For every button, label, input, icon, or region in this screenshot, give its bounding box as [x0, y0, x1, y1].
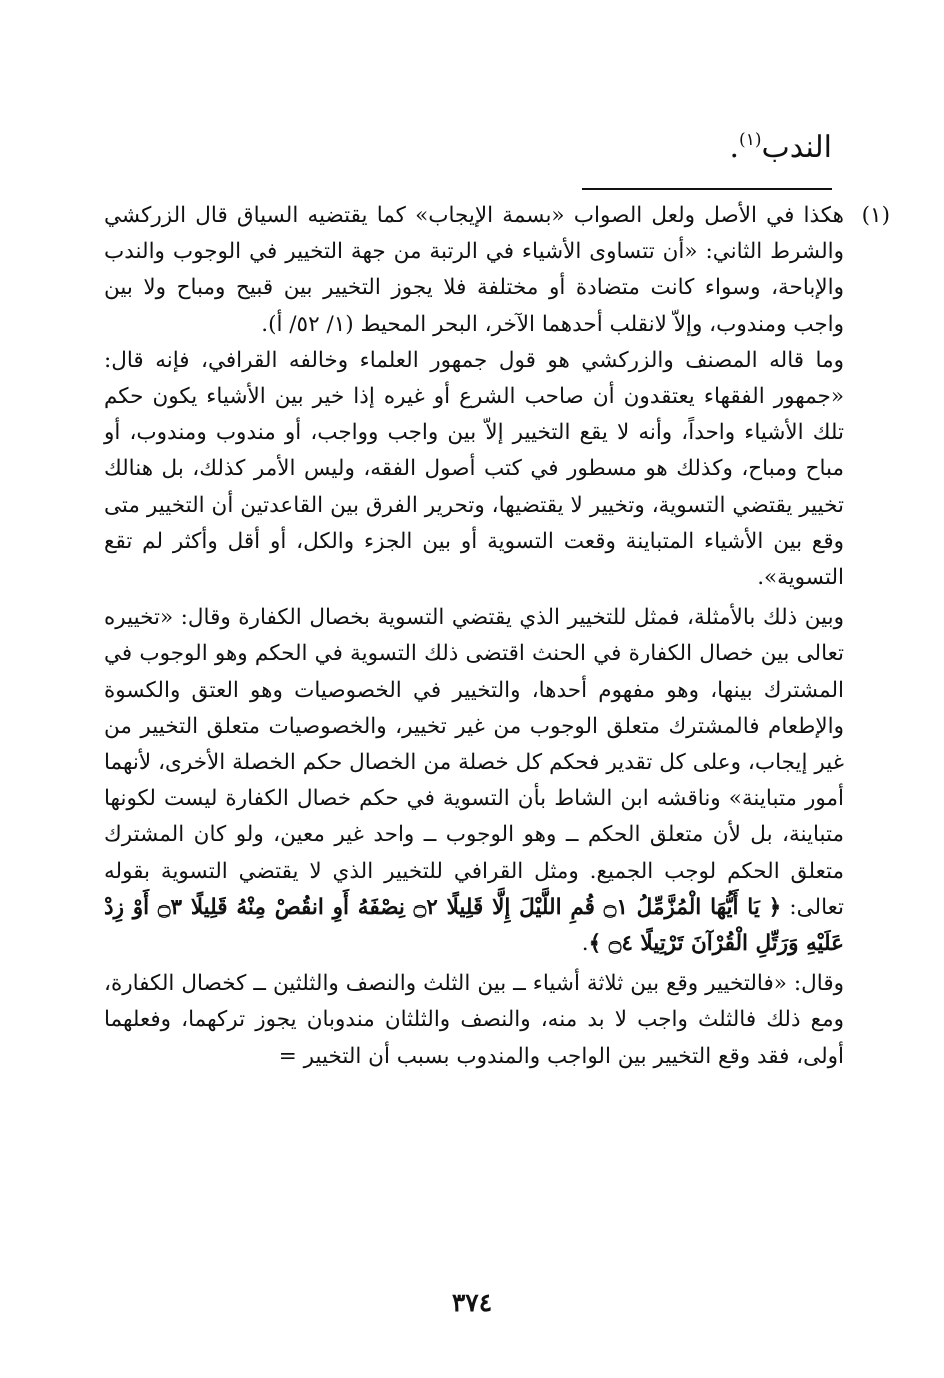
main-text-period: . — [729, 130, 740, 165]
footnote-paragraph-3 — [104, 600, 844, 962]
footnote-paragraph-2: وما قاله المصنف والزركشي هو قول جمهور العلماء وخالفه القرافي، فإنه قال: «جمهور الفقهاء يعتقدون أن صاحب الشرع أو غيره إذا خير بين الأشياء يكون حكم تلك الأشياء واحداً، وأنه لا يقع التخيير إلاّ بين واجب وواجب، أو مندوب ومندوب، أو مباح ومباح، وكذلك هو مسطور في كتب أصول الفقه، وليس الأمر كذلك، بل هنالك تخيير يقتضي التسوية، وتخيير لا يقتضيها، وتحرير الفرق بين القاعدتين أن التخيير متى وقع بين الأشياء المتباينة وقعت التسوية أو بين الجزء والكل، أو أقل وأكثر لم تقع التسوية». — [104, 347, 844, 591]
main-text-line — [730, 112, 833, 176]
verse-end: . — [581, 931, 589, 957]
footnote — [104, 198, 890, 1075]
footnote-reference[interactable]: (١) — [739, 130, 762, 150]
quran-verse: ﴿ يَا أَيُّهَا الْمُزَّمِّلُ ۝١ قُمِ اللَّيْلَ إِلَّا قَلِيلًا ۝٢ نِصْفَهُ أَوِ انقُصْ مِنْهُ قَلِيلًا ۝٣ أَوْ زِدْ عَلَيْهِ وَرَتِّلِ الْقُرْآنَ تَرْتِيلًا ۝٤ ﴾ — [104, 894, 844, 957]
footnote-separator — [582, 188, 832, 190]
footnote-paragraph-3-text: وبين ذلك بالأمثلة، فمثل للتخيير الذي يقتضي التسوية بخصال الكفارة وقال: «تخييره تعالى بين خصال الكفارة في الحنث اقتضى ذلك التسوية في الحكم وهو الوجوب في المشترك بينها، وهو مفهوم أحدها، والتخيير في الخصوصيات وهو العتق والكسوة والإطعام فالمشترك متعلق الوجوب من غير تخيير، والخصوصيات متعلق التخيير من غير إيجاب، وعلى كل تقدير فحكم كل خصلة من الخصال حكم الخصلة الأخرى، لأنهما أمور متباينة» وناقشه ابن الشاط بأن التسوية في حكم خصال الكفارة ليست لكونها متباينة، بل لأن متعلق الحكم ــ وهو الوجوب ــ واحد غير معين، ولو كان المشترك متعلق الحكم لوجب الجميع. ومثل القرافي للتخيير الذي لا يقتضي التسوية بقوله تعالى: — [104, 605, 844, 920]
footnote-number: (١) — [861, 203, 890, 228]
main-text-word: الندب — [761, 130, 832, 165]
footnote-paragraph-4: وقال: «فالتخيير وقع بين ثلاثة أشياء ــ بين الثلث والنصف والثلثين ــ كخصال الكفارة، ومع ذلك فالثلث واجب لا بد منه، والنصف والثلثان مندوبان يجوز تركهما، وفعلهما أولى، فقد وقع التخيير بين الواجب والمندوب بسبب أن التخيير = — [104, 971, 844, 1069]
page-number: ٣٧٤ — [451, 1288, 493, 1317]
footnote-paragraph-1: هكذا في الأصل ولعل الصواب «بسمة الإيجاب» كما يقتضيه السياق قال الزركشي والشرط الثاني: «أن تتساوى الأشياء في الرتبة من جهة التخيير في الوجوب والندب والإباحة، وسواء كانت متضادة أو مختلفة فلا يجوز التخيير بين قبيح ومباح ولا بين واجب ومندوب، وإلاّ لانقلب أحدهما الآخر، البحر المحيط (١/ ٥٢/ أ). — [104, 203, 844, 337]
